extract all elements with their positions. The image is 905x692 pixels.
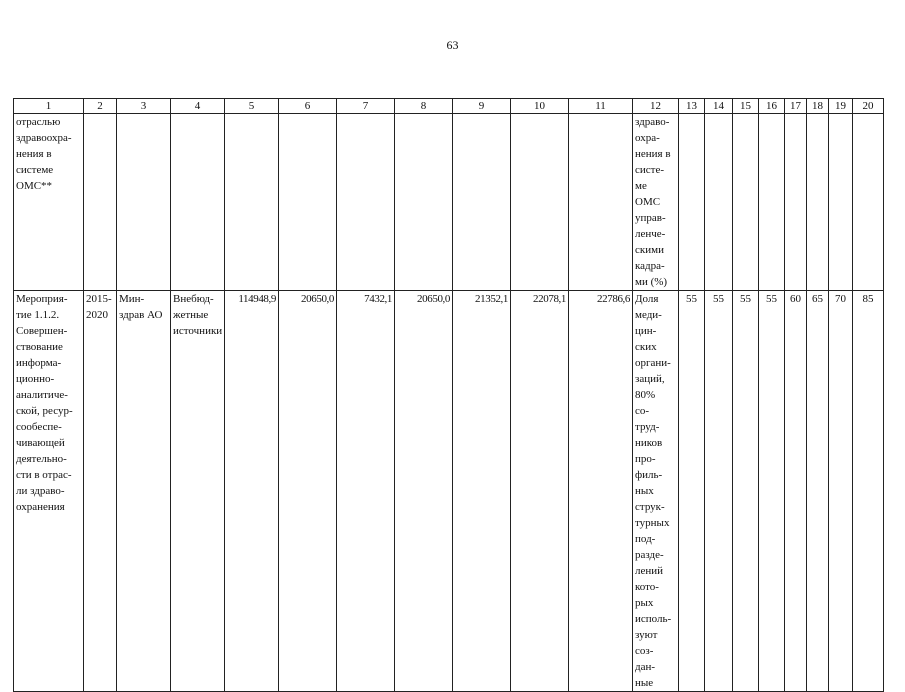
table-cell: Доля меди- цин- ских органи- заций, 80% со- труд- ников про- филь- ных струк- турных под- разде- лений кото- рых исполь- зуют соз- дан- ные bbox=[633, 291, 679, 692]
table-cell bbox=[807, 114, 829, 291]
table-cell: 85 bbox=[853, 291, 884, 692]
table-cell: 60 bbox=[785, 291, 807, 692]
table-cell: 70 bbox=[829, 291, 853, 692]
table-cell bbox=[679, 114, 705, 291]
table-cell bbox=[84, 114, 117, 291]
table-cell: 20650,0 bbox=[279, 291, 337, 692]
table-cell bbox=[117, 114, 171, 291]
table-cell bbox=[829, 114, 853, 291]
column-header: 14 bbox=[705, 99, 733, 114]
table-cell: 55 bbox=[705, 291, 733, 692]
column-header: 2 bbox=[84, 99, 117, 114]
page-number: 63 bbox=[446, 38, 459, 52]
column-header: 8 bbox=[395, 99, 453, 114]
column-header: 11 bbox=[569, 99, 633, 114]
table-cell: 21352,1 bbox=[453, 291, 511, 692]
data-table bbox=[13, 98, 884, 692]
table-cell bbox=[337, 114, 395, 291]
table-cell bbox=[759, 114, 785, 291]
column-header: 7 bbox=[337, 99, 395, 114]
table-cell bbox=[569, 114, 633, 291]
table-cell bbox=[705, 114, 733, 291]
table-cell: Мин- здрав АО bbox=[117, 291, 171, 692]
table-cell bbox=[171, 114, 225, 291]
table-cell bbox=[225, 114, 279, 291]
table-cell bbox=[453, 114, 511, 291]
table-row bbox=[14, 114, 884, 291]
table-cell: 22078,1 bbox=[511, 291, 569, 692]
column-header: 6 bbox=[279, 99, 337, 114]
table-cell: 55 bbox=[679, 291, 705, 692]
column-header: 10 bbox=[511, 99, 569, 114]
column-header: 15 bbox=[733, 99, 759, 114]
table-cell bbox=[733, 114, 759, 291]
table-cell: 114948,9 bbox=[225, 291, 279, 692]
column-header: 5 bbox=[225, 99, 279, 114]
column-header: 4 bbox=[171, 99, 225, 114]
table-cell: Мероприя- тие 1.1.2. Совершен- ствование информа- ционно- аналитиче- ской, ресур- сообеспе- чивающей деятельно- сти в отрас- ли здраво- охранения bbox=[14, 291, 84, 692]
table-cell bbox=[785, 114, 807, 291]
table-cell: 22786,6 bbox=[569, 291, 633, 692]
table-row bbox=[14, 291, 884, 692]
table-cell bbox=[395, 114, 453, 291]
column-header: 12 bbox=[633, 99, 679, 114]
table-cell bbox=[279, 114, 337, 291]
column-header: 20 bbox=[853, 99, 884, 114]
table-cell: 20650,0 bbox=[395, 291, 453, 692]
column-header: 18 bbox=[807, 99, 829, 114]
column-header: 19 bbox=[829, 99, 853, 114]
table-cell: 55 bbox=[759, 291, 785, 692]
table-cell: 55 bbox=[733, 291, 759, 692]
column-header: 3 bbox=[117, 99, 171, 114]
table-cell: 2015- 2020 bbox=[84, 291, 117, 692]
table-cell: Внебюд- жетные источники bbox=[171, 291, 225, 692]
column-header: 16 bbox=[759, 99, 785, 114]
column-header: 9 bbox=[453, 99, 511, 114]
column-number-row bbox=[14, 99, 884, 114]
table-cell bbox=[853, 114, 884, 291]
column-header: 17 bbox=[785, 99, 807, 114]
table-cell: 7432,1 bbox=[337, 291, 395, 692]
column-header: 1 bbox=[14, 99, 84, 114]
table-cell: отраслью здравоохра- нения в системе ОМС** bbox=[14, 114, 84, 291]
table-cell: 65 bbox=[807, 291, 829, 692]
column-header: 13 bbox=[679, 99, 705, 114]
table-cell bbox=[511, 114, 569, 291]
table-cell: здраво- охра- нения в систе- ме ОМС управ- ленче- скими кадра- ми (%) bbox=[633, 114, 679, 291]
